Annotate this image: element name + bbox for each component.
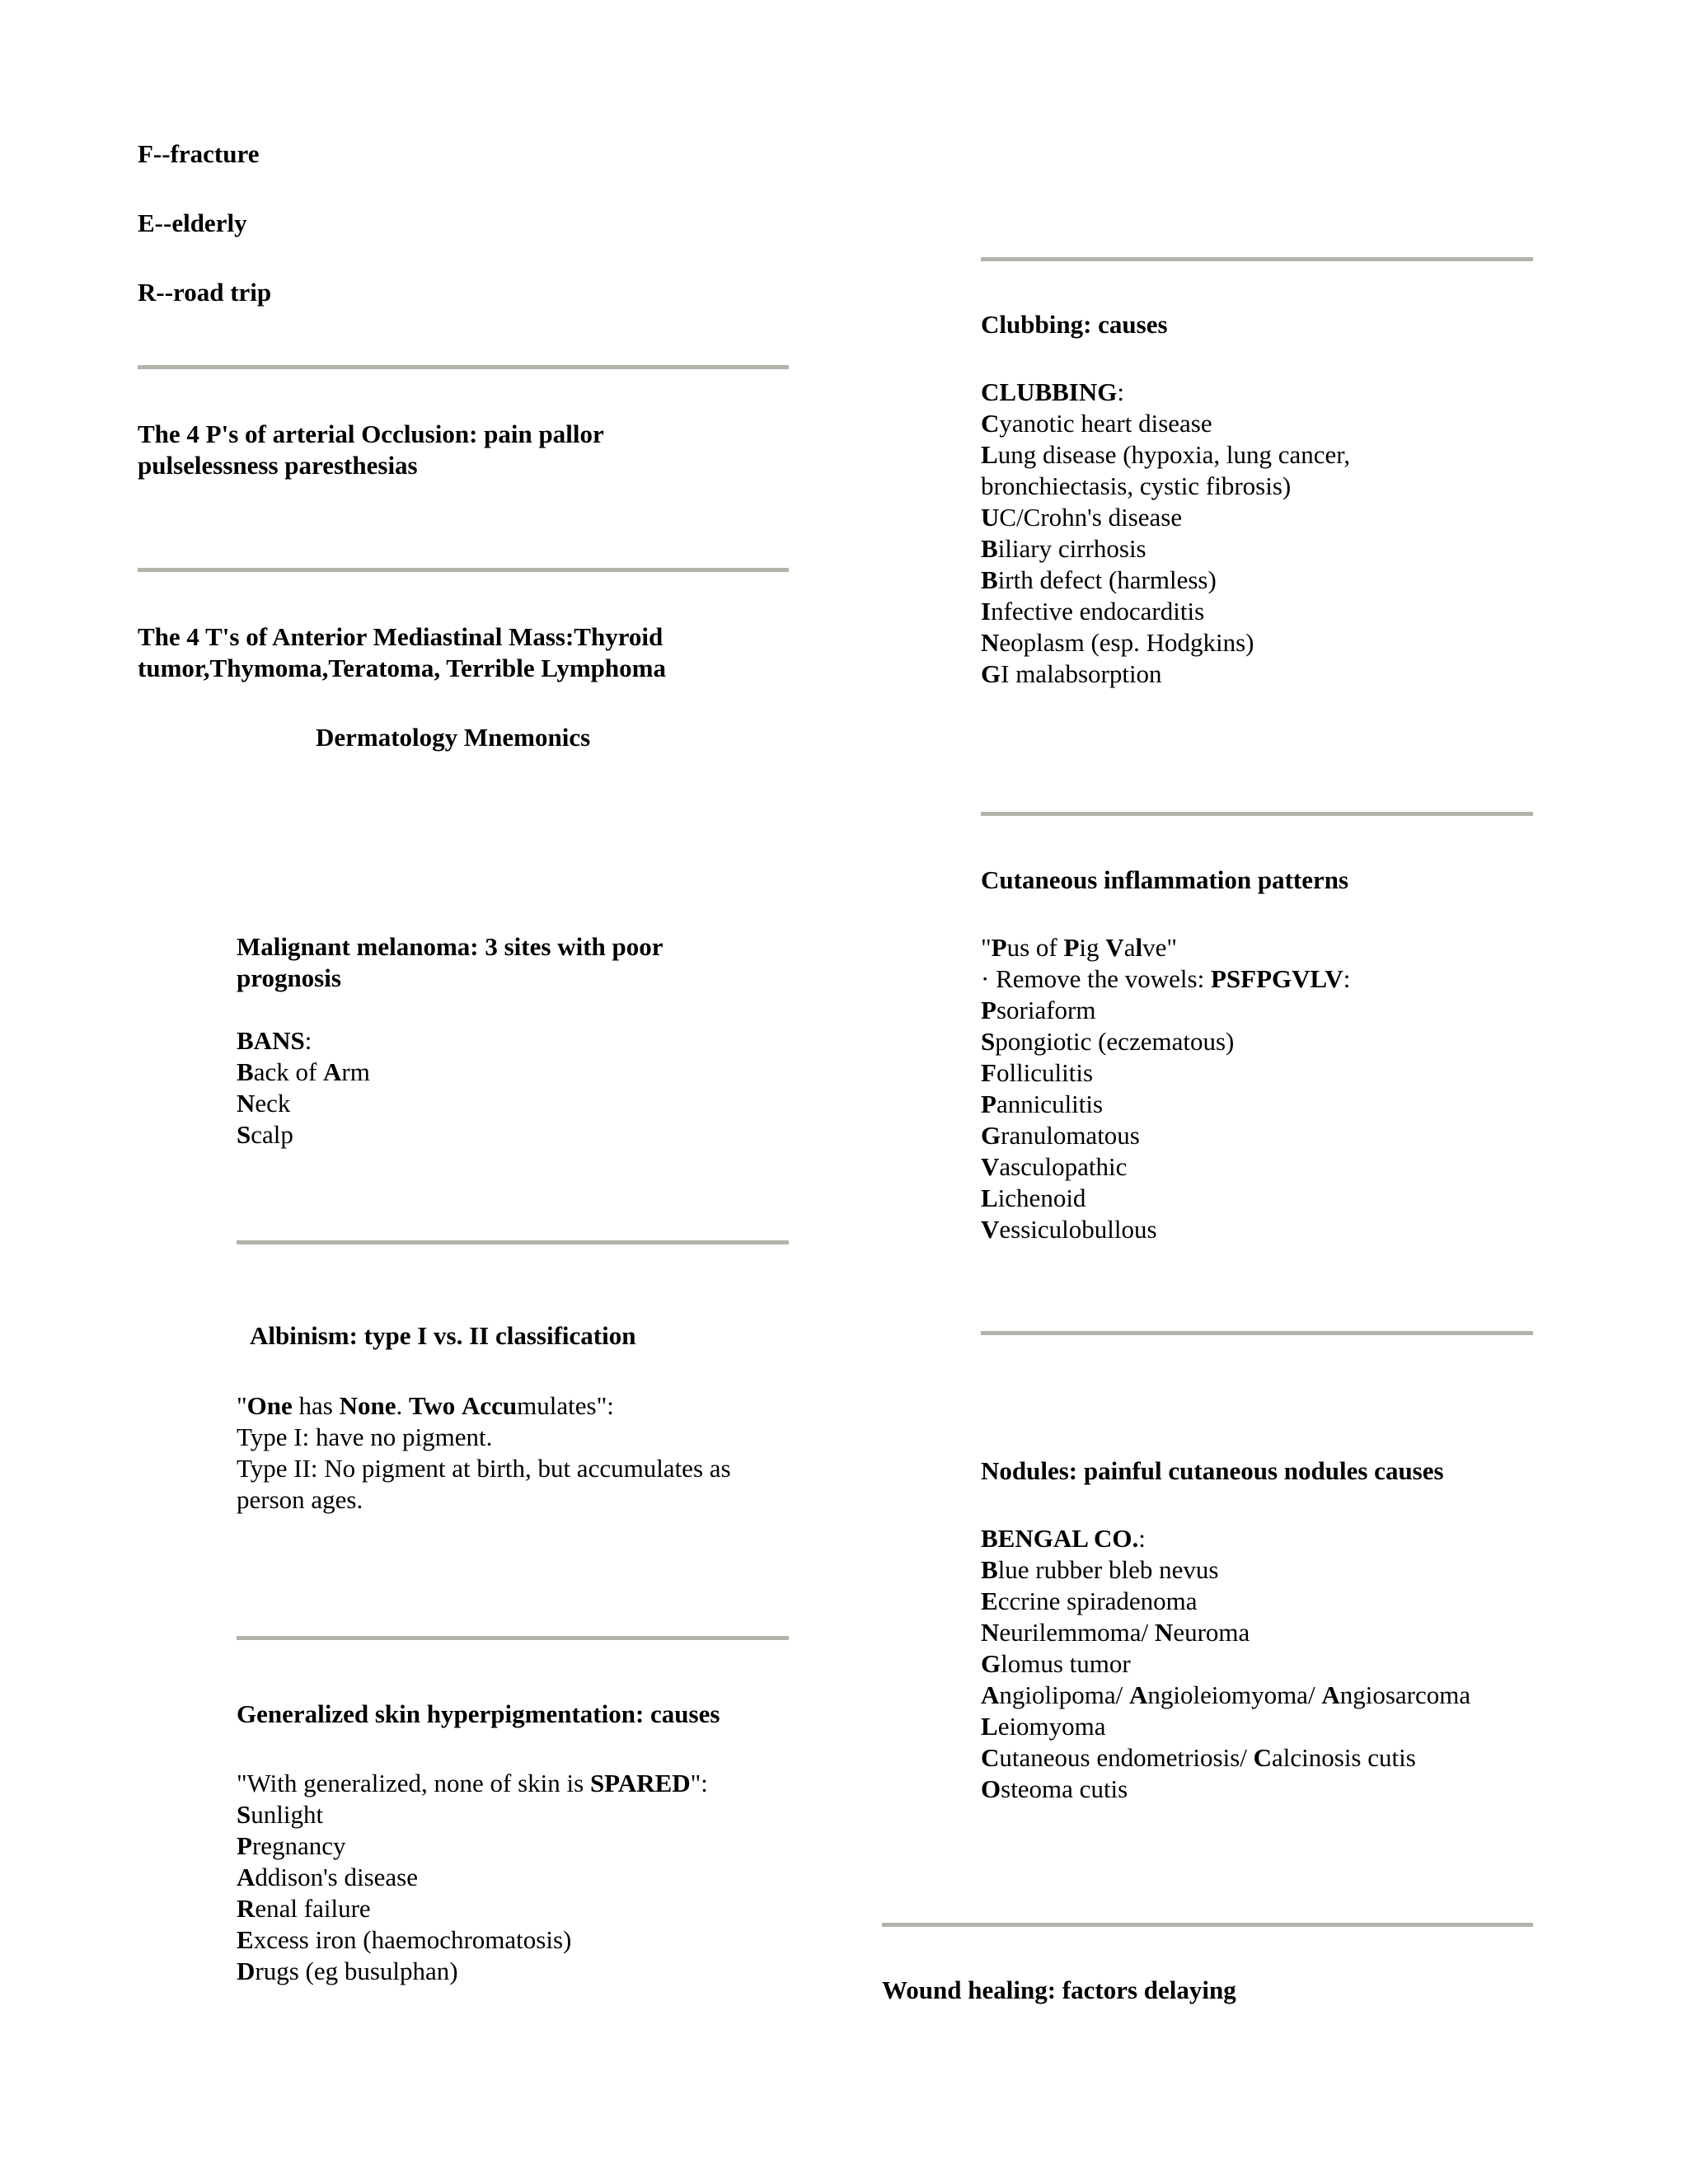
initial-letter: V [981, 1215, 1000, 1244]
cutaneous-list [981, 995, 1350, 1245]
list-item [981, 1648, 1470, 1680]
item-text: enal failure [255, 1894, 371, 1923]
list-item [237, 1830, 720, 1862]
item-text: pongiotic (eczematous) [995, 1027, 1235, 1056]
mnemonic-word: PSFPGVLV [1210, 964, 1343, 993]
item-text: ack of [253, 1057, 324, 1086]
initial-letter: C [981, 1743, 1000, 1772]
item-text: rugs (eg busulphan) [255, 1957, 458, 1985]
item-text: asculopathic [999, 1152, 1128, 1181]
list-item [981, 533, 1350, 565]
list-item [981, 471, 1350, 502]
item-text: irth defect (harmless) [997, 565, 1217, 594]
initial-letter: P [237, 1831, 252, 1860]
initial-letter: U [981, 503, 1000, 532]
list-item [981, 502, 1350, 533]
initial-letter: B [981, 565, 998, 594]
mnemonic-word: BENGAL CO. [981, 1524, 1139, 1553]
mnemonic-word: BANS [237, 1026, 305, 1055]
list-item [981, 658, 1350, 690]
section-divider [237, 1636, 789, 1640]
arterial-occlusion-line: The 4 P's of arterial Occlusion: pain pallor [138, 419, 604, 448]
item-text: eurilemmoma/ [999, 1618, 1155, 1647]
initial-letter: B [981, 534, 998, 563]
initial-letter: G [981, 1121, 1001, 1150]
initial-letter: R [237, 1894, 256, 1923]
item-text: ngioleiomyoma/ [1147, 1680, 1322, 1709]
item-text: rm [341, 1057, 370, 1086]
mediastinal-mass-entry [138, 621, 666, 684]
entry-title: Nodules: painful cutaneous nodules causes [981, 1456, 1444, 1485]
list-item [981, 1554, 1470, 1586]
list-item [981, 1120, 1350, 1151]
item-text: lomus tumor [1001, 1649, 1131, 1678]
section-divider [882, 1923, 1533, 1927]
section-divider [237, 1240, 789, 1244]
item-text: unlight [251, 1800, 324, 1829]
item-text: calp [251, 1120, 293, 1149]
initial-letter: A [1128, 1680, 1148, 1709]
initial-letter: L [981, 1183, 998, 1212]
list-item [981, 408, 1350, 439]
initial-letter: D [237, 1957, 256, 1985]
list-item: Type II: No pigment at birth, but accumulates as [237, 1454, 731, 1483]
nodules-block [981, 1455, 1470, 1805]
list-item [981, 1774, 1470, 1805]
mnemonic-line: BANS: [237, 1026, 312, 1055]
mnemonic-phrase [981, 932, 1350, 963]
list-item [981, 995, 1350, 1026]
initial-letter: N [1154, 1618, 1174, 1647]
item-text: eck [255, 1089, 291, 1118]
hyperpigmentation-block [237, 1699, 720, 1987]
section-divider [981, 812, 1533, 816]
list-item [237, 1799, 720, 1830]
item-text: ung disease (hypoxia, lung cancer, [997, 440, 1351, 469]
clubbing-list [981, 408, 1350, 690]
emphasis: Two [409, 1391, 456, 1420]
item-text: eoplasm (esp. Hodgkins) [999, 628, 1254, 657]
initial-letter: N [981, 1618, 1000, 1647]
text: ig [1079, 933, 1106, 962]
list-item [981, 1711, 1470, 1742]
initial-letter: L [981, 1712, 998, 1741]
list-item [981, 627, 1350, 658]
initial-letter: G [981, 1649, 1001, 1678]
entry-title: Malignant melanoma: 3 sites with poor [237, 932, 663, 961]
mnemonic-line [237, 1768, 720, 1799]
entry-title: Wound healing: factors delaying [882, 1975, 1236, 2004]
initial-letter: N [237, 1089, 256, 1118]
list-item [981, 439, 1350, 471]
arterial-occlusion-line: pulselessness paresthesias [138, 451, 418, 480]
initial-letter: E [981, 1586, 998, 1615]
item-text: ranulomatous [1001, 1121, 1140, 1150]
entry-title: prognosis [237, 963, 341, 992]
item-text: I malabsorption [1001, 659, 1162, 688]
mediastinal-mass-line: tumor,Thymoma,Teratoma, Terrible Lymphoma [138, 654, 666, 682]
item-text: soriaform [996, 996, 1096, 1024]
list-item [237, 1119, 663, 1151]
mnemonic-word: SPARED [589, 1769, 691, 1797]
initial-letter: C [1253, 1743, 1273, 1772]
item-text: ngiolipoma/ [999, 1680, 1129, 1709]
initial-letter: L [981, 440, 998, 469]
mnemonic-word: CLUBBING [981, 377, 1118, 406]
mnemonic-road-trip: R--road trip [138, 278, 272, 307]
text: e" [1155, 933, 1177, 962]
mnemonic-line: BENGAL CO.: [981, 1524, 1146, 1553]
nodules-list [981, 1554, 1470, 1805]
emphasis: V [1105, 933, 1124, 962]
mnemonic-line: "One has None. Two Accumulates": [237, 1391, 614, 1420]
section-divider [981, 1331, 1533, 1335]
text: has [292, 1391, 340, 1420]
item-text: regnancy [251, 1831, 346, 1860]
list-item [981, 565, 1350, 596]
text: . [396, 1391, 409, 1420]
initial-letter: A [237, 1863, 256, 1891]
item-text: bronchiectasis, cystic fibrosis) [981, 471, 1292, 500]
mnemonic-line: CLUBBING: [981, 377, 1124, 406]
mnemonic-fracture: F--fracture [138, 139, 260, 168]
initial-letter: A [323, 1057, 342, 1086]
list-item [237, 1088, 663, 1119]
entry-title: Cutaneous inflammation patterns [981, 865, 1349, 894]
cutaneous-block [981, 865, 1350, 1245]
item-text: ccrine spiradenoma [997, 1586, 1198, 1615]
entry-title: Generalized skin hyperpigmentation: causes [237, 1699, 720, 1728]
emphasis: l [1135, 933, 1143, 962]
item-text: yanotic heart disease [999, 409, 1212, 438]
initial-letter: S [237, 1120, 251, 1149]
item-text: ngiosarcoma [1339, 1680, 1471, 1709]
list-item: person ages. [237, 1485, 363, 1514]
list-item [237, 1924, 720, 1956]
initial-letter: S [981, 1027, 996, 1056]
item-text: utaneous endometriosis/ [999, 1743, 1254, 1772]
text: · Remove the vowels: [981, 964, 1211, 993]
item-text: ichenoid [997, 1183, 1086, 1212]
text: " [981, 933, 992, 962]
list-item [237, 1862, 720, 1893]
text: mulates": [517, 1391, 614, 1420]
list-item [237, 1893, 720, 1924]
list-item [981, 1089, 1350, 1120]
item-text: lue rubber bleb nevus [997, 1555, 1219, 1584]
list-item [981, 1617, 1470, 1648]
section-heading: Dermatology Mnemonics [316, 723, 591, 752]
initial-letter: E [237, 1925, 254, 1954]
item-text: steoma cutis [1001, 1774, 1128, 1803]
entry-title: Albinism: type I vs. II classification [250, 1321, 636, 1350]
initial-letter: B [237, 1057, 254, 1086]
item-text: nfective endocarditis [991, 597, 1205, 626]
list-item [981, 1680, 1470, 1711]
initial-letter: A [1321, 1680, 1340, 1709]
list-item [981, 1026, 1350, 1057]
initial-letter: O [981, 1774, 1001, 1803]
arterial-occlusion-entry [138, 419, 604, 481]
text: us of [1006, 933, 1064, 962]
emphasis: One [246, 1391, 293, 1420]
initial-letter: A [981, 1680, 1000, 1709]
item-text: iliary cirrhosis [997, 534, 1146, 563]
list-item: Type I: have no pigment. [237, 1422, 493, 1451]
initial-letter: P [981, 1090, 996, 1118]
initial-letter: V [981, 1152, 1000, 1181]
initial-letter: I [981, 597, 992, 626]
initial-letter: N [981, 628, 1000, 657]
list-item [237, 1057, 663, 1088]
text: "With generalized, none of skin is [237, 1769, 590, 1797]
list-item [981, 1183, 1350, 1214]
mediastinal-mass-line: The 4 T's of Anterior Mediastinal Mass:Thyroid [138, 622, 663, 651]
emphasis: P [991, 933, 1007, 962]
initial-letter: B [981, 1555, 998, 1584]
initial-letter: C [981, 409, 1000, 438]
list-item [981, 1151, 1350, 1183]
text: v [1142, 933, 1156, 962]
initial-letter: P [981, 996, 996, 1024]
section-divider [981, 257, 1533, 261]
item-text: olliculitis [996, 1058, 1094, 1087]
mnemonic-line: · Remove the vowels: PSFPGVLV: [981, 964, 1351, 993]
initial-letter: S [237, 1800, 251, 1829]
emphasis: P [1063, 933, 1080, 962]
melanoma-block [237, 931, 663, 1151]
list-item [981, 1742, 1470, 1774]
item-text: essiculobullous [999, 1215, 1157, 1244]
item-text: xcess iron (haemochromatosis) [253, 1925, 572, 1954]
text: ": [690, 1769, 708, 1797]
item-text: eiomyoma [997, 1712, 1106, 1741]
item-text: alcinosis cutis [1272, 1743, 1416, 1772]
list-item [981, 1214, 1350, 1245]
initial-letter: G [981, 659, 1001, 688]
text [455, 1391, 462, 1420]
item-text: anniculitis [996, 1090, 1104, 1118]
text: a [1123, 933, 1136, 962]
emphasis: None [339, 1391, 396, 1420]
list-item [981, 596, 1350, 627]
section-divider [138, 568, 789, 572]
emphasis: Accu [462, 1391, 518, 1420]
item-text: euroma [1173, 1618, 1250, 1647]
item-text: ddison's disease [255, 1863, 418, 1891]
clubbing-block [981, 309, 1350, 690]
mnemonic-elderly: E--elderly [138, 209, 247, 237]
initial-letter: F [981, 1058, 996, 1087]
albinism-block [237, 1390, 731, 1516]
section-divider [138, 365, 789, 369]
list-item [981, 1586, 1470, 1617]
entry-title: Clubbing: causes [981, 310, 1168, 339]
list-item [981, 1057, 1350, 1089]
hyperpigmentation-list [237, 1799, 720, 1987]
item-text: C/Crohn's disease [999, 503, 1183, 532]
list-item [237, 1956, 720, 1987]
